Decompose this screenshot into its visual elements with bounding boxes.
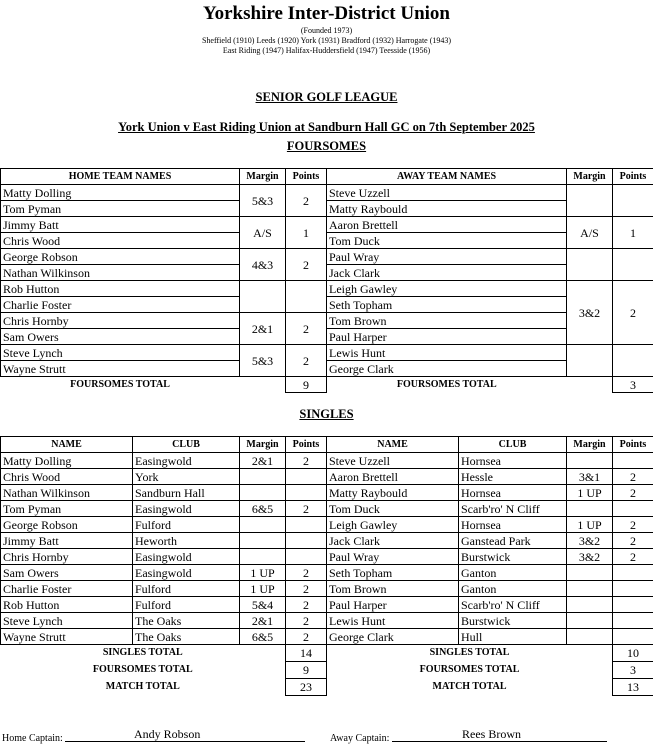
away-margin: 3&2 <box>567 533 613 549</box>
home-player: Sam Owers <box>1 329 240 345</box>
home-club: Easingwold <box>133 501 240 517</box>
foursomes-row <box>1 249 653 265</box>
home-margin <box>240 281 286 313</box>
home-player: Matty Dolling <box>1 453 133 469</box>
home-player: Sam Owers <box>1 565 133 581</box>
home-points: 2 <box>286 613 327 629</box>
home-player: Rob Hutton <box>1 281 240 297</box>
districts-line-2: East Riding (1947) Halifax-Huddersfield (1947) Teesside (1956) <box>222 46 431 55</box>
col-away-names: AWAY TEAM NAMES <box>327 169 567 185</box>
home-club: Fulford <box>133 581 240 597</box>
singles-row <box>1 613 653 629</box>
foursomes-total-label: FOURSOMES TOTAL <box>70 378 170 390</box>
away-margin-blank <box>567 345 613 377</box>
away-club: Hessle <box>459 469 567 485</box>
home-points: 1 <box>286 217 327 249</box>
away-player: Jack Clark <box>327 265 567 281</box>
away-points <box>613 629 653 645</box>
away-player: Steve Uzzell <box>327 185 567 201</box>
home-player: Matty Dolling <box>1 185 240 201</box>
home-margin: 5&3 <box>240 185 286 217</box>
away-club: Ganton <box>459 565 567 581</box>
home-margin: 1 UP <box>240 581 286 597</box>
away-margin <box>567 613 613 629</box>
singles-row <box>1 581 653 597</box>
away-margin: 1 UP <box>567 517 613 533</box>
home-points: 2 <box>286 453 327 469</box>
home-player: Tom Pyman <box>1 201 240 217</box>
home-club: Sandburn Hall <box>133 485 240 501</box>
col-name-away: NAME <box>327 437 459 453</box>
away-margin <box>567 629 613 645</box>
home-margin: A/S <box>240 217 286 249</box>
away-player: Tom Brown <box>327 313 567 329</box>
away-points <box>613 581 653 597</box>
foursomes-row <box>1 233 653 249</box>
foursomes-row <box>1 265 653 281</box>
home-player: Wayne Strutt <box>1 629 133 645</box>
away-player: Tom Duck <box>327 501 459 517</box>
home-player: Chris Hornby <box>1 549 133 565</box>
home-points <box>286 281 327 313</box>
match-line: York Union v East Riding Union at Sandburn Hall GC on 7th September 2025 <box>118 120 535 134</box>
home-player: Steve Lynch <box>1 613 133 629</box>
foursomes-row <box>1 361 653 377</box>
home-club: The Oaks <box>133 629 240 645</box>
away-player: George Clark <box>327 361 567 377</box>
home-player: Chris Wood <box>1 233 240 249</box>
home-club: The Oaks <box>133 613 240 629</box>
away-club: Hull <box>459 629 567 645</box>
col-margin-away: Margin <box>567 437 613 453</box>
away-points: 2 <box>613 469 653 485</box>
foursomes-row <box>1 345 653 361</box>
away-points <box>613 565 653 581</box>
home-captain-label: Home Captain: <box>2 733 63 744</box>
total-label: MATCH TOTAL <box>105 681 180 692</box>
away-club: Scarb'ro' N Cliff <box>459 597 567 613</box>
home-points: 2 <box>286 249 327 281</box>
home-margin <box>240 533 286 549</box>
foursomes-row <box>1 313 653 329</box>
singles-row <box>1 485 653 501</box>
home-points: 2 <box>286 501 327 517</box>
col-home-names: HOME TEAM NAMES <box>1 169 240 185</box>
founded-line: (Founded 1973) <box>300 26 353 35</box>
col-margin: Margin <box>240 169 286 185</box>
foursomes-row <box>1 329 653 345</box>
home-total: 23 <box>286 679 327 696</box>
col-points-away: Points <box>613 437 653 453</box>
home-points <box>286 469 327 485</box>
home-margin: 2&1 <box>240 613 286 629</box>
away-margin-blank <box>567 185 613 217</box>
away-player: Tom Brown <box>327 581 459 597</box>
home-player: Jimmy Batt <box>1 533 133 549</box>
singles-heading: SINGLES <box>299 407 354 421</box>
home-club: Easingwold <box>133 453 240 469</box>
home-points <box>286 549 327 565</box>
home-margin: 2&1 <box>240 453 286 469</box>
away-margin <box>567 581 613 597</box>
away-margin <box>567 597 613 613</box>
away-club: Burstwick <box>459 613 567 629</box>
away-points: 1 <box>613 217 653 249</box>
total-label-away: MATCH TOTAL <box>432 681 507 692</box>
home-total: 14 <box>286 645 327 662</box>
home-player: Charlie Foster <box>1 581 133 597</box>
home-player: Jimmy Batt <box>1 217 240 233</box>
home-player: George Robson <box>1 249 240 265</box>
away-player: Jack Clark <box>327 533 459 549</box>
home-captain-name: Andy Robson <box>134 727 201 741</box>
foursomes-table <box>0 168 653 393</box>
away-total: 3 <box>613 662 653 679</box>
away-club: Hornsea <box>459 517 567 533</box>
col-margin-away: Margin <box>567 169 613 185</box>
away-club: Ganton <box>459 581 567 597</box>
away-player: Leigh Gawley <box>327 281 567 297</box>
away-points: 2 <box>613 281 653 345</box>
home-points: 2 <box>286 185 327 217</box>
col-club-away: CLUB <box>459 437 567 453</box>
singles-table <box>0 436 653 696</box>
home-player: Chris Wood <box>1 469 133 485</box>
home-player: George Robson <box>1 517 133 533</box>
foursomes-away-total: 3 <box>613 377 653 393</box>
singles-row <box>1 501 653 517</box>
foursomes-heading: FOURSOMES <box>286 139 367 153</box>
districts-line-1: Sheffield (1910) Leeds (1920) York (1931) Bradford (1932) Harrogate (1943) <box>201 36 452 45</box>
home-points <box>286 517 327 533</box>
away-player: Paul Wray <box>327 549 459 565</box>
home-points: 2 <box>286 345 327 377</box>
away-margin <box>567 565 613 581</box>
away-player: George Clark <box>327 629 459 645</box>
home-margin: 4&3 <box>240 249 286 281</box>
foursomes-row <box>1 185 653 201</box>
away-player: Paul Harper <box>327 597 459 613</box>
away-points <box>613 613 653 629</box>
col-points-away: Points <box>613 169 653 185</box>
home-player: Rob Hutton <box>1 597 133 613</box>
home-player: Wayne Strutt <box>1 361 240 377</box>
away-margin <box>567 501 613 517</box>
away-points-blank <box>613 345 653 377</box>
singles-row <box>1 565 653 581</box>
away-player: Aaron Brettell <box>327 217 567 233</box>
home-points <box>286 533 327 549</box>
foursomes-row <box>1 281 653 297</box>
foursomes-row <box>1 201 653 217</box>
away-club: Scarb'ro' N Cliff <box>459 501 567 517</box>
col-club: CLUB <box>133 437 240 453</box>
away-club: Burstwick <box>459 549 567 565</box>
spacer <box>567 377 613 393</box>
home-player: Charlie Foster <box>1 297 240 313</box>
away-player: Lewis Hunt <box>327 613 459 629</box>
singles-header-row <box>1 437 653 453</box>
away-points <box>613 453 653 469</box>
singles-total-row <box>1 662 653 679</box>
away-margin: 3&2 <box>567 549 613 565</box>
home-club: Fulford <box>133 517 240 533</box>
foursomes-row <box>1 297 653 313</box>
away-points: 2 <box>613 549 653 565</box>
home-points <box>286 485 327 501</box>
away-player: Aaron Brettell <box>327 469 459 485</box>
home-player: Nathan Wilkinson <box>1 485 133 501</box>
home-player: Tom Pyman <box>1 501 133 517</box>
away-points-blank <box>613 249 653 281</box>
away-player: Matty Raybould <box>327 485 459 501</box>
away-points: 2 <box>613 517 653 533</box>
home-margin <box>240 469 286 485</box>
away-margin <box>567 453 613 469</box>
away-player: Paul Wray <box>327 249 567 265</box>
foursomes-total-label-away: FOURSOMES TOTAL <box>396 378 497 390</box>
total-label-away: FOURSOMES TOTAL <box>419 664 520 675</box>
home-margin: 2&1 <box>240 313 286 345</box>
total-label: FOURSOMES TOTAL <box>92 664 193 675</box>
foursomes-row <box>1 217 653 233</box>
away-points <box>613 597 653 613</box>
home-club: Heworth <box>133 533 240 549</box>
col-points: Points <box>286 437 327 453</box>
away-club: Hornsea <box>459 485 567 501</box>
singles-row <box>1 453 653 469</box>
home-margin <box>240 549 286 565</box>
home-points: 2 <box>286 581 327 597</box>
home-margin <box>240 485 286 501</box>
away-player: Leigh Gawley <box>327 517 459 533</box>
spacer <box>240 377 286 393</box>
away-total: 13 <box>613 679 653 696</box>
home-total: 9 <box>286 662 327 679</box>
away-margin: 1 UP <box>567 485 613 501</box>
foursomes-header-row <box>1 169 653 185</box>
foursomes-home-total: 9 <box>286 377 327 393</box>
home-player: Chris Hornby <box>1 313 240 329</box>
singles-total-row <box>1 679 653 696</box>
away-captain-name: Rees Brown <box>462 727 521 741</box>
singles-row <box>1 549 653 565</box>
singles-row <box>1 597 653 613</box>
total-label: SINGLES TOTAL <box>102 647 183 659</box>
league-title: SENIOR GOLF LEAGUE <box>255 90 398 104</box>
singles-row <box>1 469 653 485</box>
col-points: Points <box>286 169 327 185</box>
away-club: Ganstead Park <box>459 533 567 549</box>
home-margin <box>240 517 286 533</box>
away-margin-blank <box>567 249 613 281</box>
singles-row <box>1 629 653 645</box>
away-player: Tom Duck <box>327 233 567 249</box>
col-margin: Margin <box>240 437 286 453</box>
away-club: Hornsea <box>459 453 567 469</box>
home-points: 2 <box>286 565 327 581</box>
away-player: Seth Topham <box>327 565 459 581</box>
total-label-away: SINGLES TOTAL <box>429 647 510 659</box>
away-points: 2 <box>613 533 653 549</box>
away-player: Steve Uzzell <box>327 453 459 469</box>
away-captain-label: Away Captain: <box>330 733 390 744</box>
home-margin: 6&5 <box>240 629 286 645</box>
page-title: Yorkshire Inter-District Union <box>203 3 450 24</box>
singles-total-row <box>1 645 653 662</box>
singles-row <box>1 517 653 533</box>
home-points: 2 <box>286 629 327 645</box>
away-margin: A/S <box>567 217 613 249</box>
home-player: Nathan Wilkinson <box>1 265 240 281</box>
home-points: 2 <box>286 313 327 345</box>
singles-row <box>1 533 653 549</box>
away-player: Matty Raybould <box>327 201 567 217</box>
away-player: Paul Harper <box>327 329 567 345</box>
home-margin: 6&5 <box>240 501 286 517</box>
away-total: 10 <box>613 645 653 662</box>
home-club: Fulford <box>133 597 240 613</box>
away-points-blank <box>613 185 653 217</box>
home-margin: 1 UP <box>240 565 286 581</box>
away-margin: 3&2 <box>567 281 613 345</box>
home-club: York <box>133 469 240 485</box>
home-points: 2 <box>286 597 327 613</box>
away-points: 2 <box>613 485 653 501</box>
col-name: NAME <box>1 437 133 453</box>
away-player: Seth Topham <box>327 297 567 313</box>
home-margin: 5&4 <box>240 597 286 613</box>
foursomes-total-row <box>1 377 653 393</box>
away-player: Lewis Hunt <box>327 345 567 361</box>
home-player: Steve Lynch <box>1 345 240 361</box>
away-points <box>613 501 653 517</box>
away-margin: 3&1 <box>567 469 613 485</box>
home-margin: 5&3 <box>240 345 286 377</box>
home-club: Easingwold <box>133 565 240 581</box>
home-club: Easingwold <box>133 549 240 565</box>
